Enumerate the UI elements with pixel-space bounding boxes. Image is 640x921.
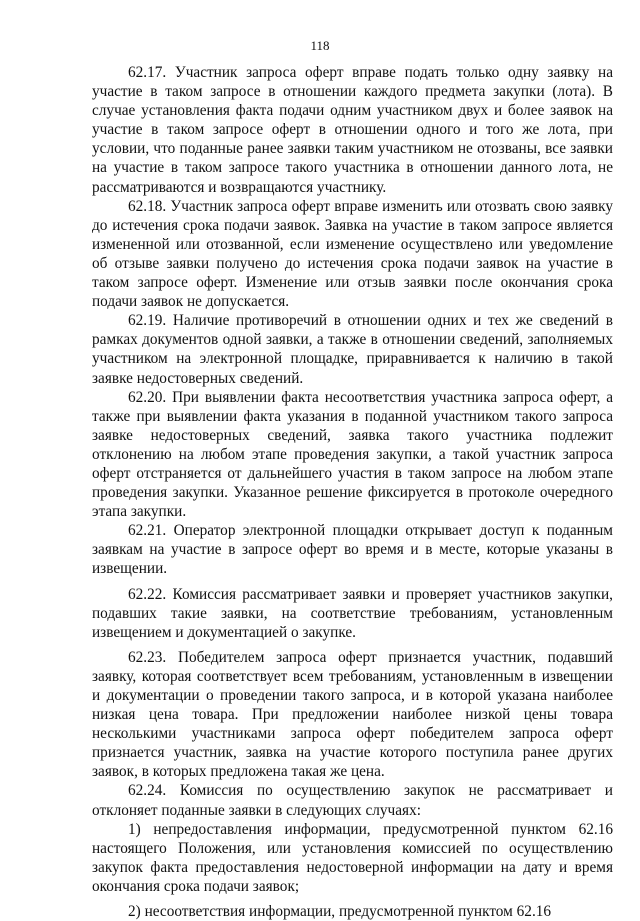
paragraph-62-22: 62.22. Комиссия рассматривает заявки и проверяет участников закупки, подавших такие заявки, на соответствие требованиям, установленным извещением и документацией о закупке. [92, 585, 613, 641]
paragraph-62-19: 62.19. Наличие противоречий в отношении одних и тех же сведений в рамках документов одной заявки, а также в отношении сведений, заполняемых участником на электронной площадке, приравнивается к наличию в такой заявке недостоверных сведений. [92, 312, 613, 387]
page-number: 118 [310, 38, 330, 53]
paragraph-62-20: 62.20. При выявлении факта несоответствия участника запроса оферт, а также при выявлении факта указания в поданной участником такого запроса заявке недостоверных сведений, заявка такого участника подлежит отклонению на любом этапе проведения закупки, а такой участник запроса оферт отстраняется от дальнейшего участия в таком запросе на любом этапе проведения закупки. Указанное решение фиксируется в протоколе очередного этапа закупки. [92, 388, 613, 521]
paragraph-62-23: 62.23. Победителем запроса оферт признается участник, подавший заявку, которая соответствует всем требованиям, установленным в извещении и документации о проведении такого запроса, и в которой указана наиболее низкая цена товара. При предложении наиболее низкой цены товара несколькими участниками запроса оферт победителем запроса оферт признается участник, заявка на участие которого поступила ранее других заявок, в которых предложена такая же цена. [92, 648, 613, 781]
list-item-1: 1) непредоставления информации, предусмотренной пунктом 62.16 настоящего Положения, или установления комиссией по осуществлению закупок факта предоставления недостоверной информации на дату и время окончания срока подачи заявок; [92, 820, 613, 895]
paragraph-62-18: 62.18. Участник запроса оферт вправе изменить или отозвать свою заявку до истечения срока подачи заявок. Заявка на участие в таком запросе является измененной или отозванной, если изменение осуществлено или уведомление об отзыве заявки получено до истечения срока подачи заявок на участие в таком запросе оферт. Изменение или отзыв заявки после окончания срока подачи заявок не допускается. [92, 197, 613, 311]
list-item-2: 2) несоответствия информации, предусмотренной пунктом 62.16 [128, 903, 552, 921]
paragraph-62-17: 62.17. Участник запроса оферт вправе подать только одну заявку на участие в таком запросе в отношении каждого предмета закупки (лота). В случае установления факта подачи одним участником двух и более заявок на участие в таком запросе оферт в отношении одного и того же лота, при условии, что поданные ранее заявки таким участником не отозваны, все заявки на участие в таком запросе такого участника в отношении данного лота, не рассматриваются и возвращаются участнику. [92, 64, 613, 196]
paragraph-62-21: 62.21. Оператор электронной площадки открывает доступ к поданным заявкам на участие в запросе оферт во время и в месте, которые указаны в извещении. [92, 522, 613, 578]
document-body [92, 63, 613, 921]
paragraph-62-24: 62.24. Комиссия по осуществлению закупок не рассматривает и отклоняет поданные заявки в следующих случаях: [92, 782, 613, 819]
